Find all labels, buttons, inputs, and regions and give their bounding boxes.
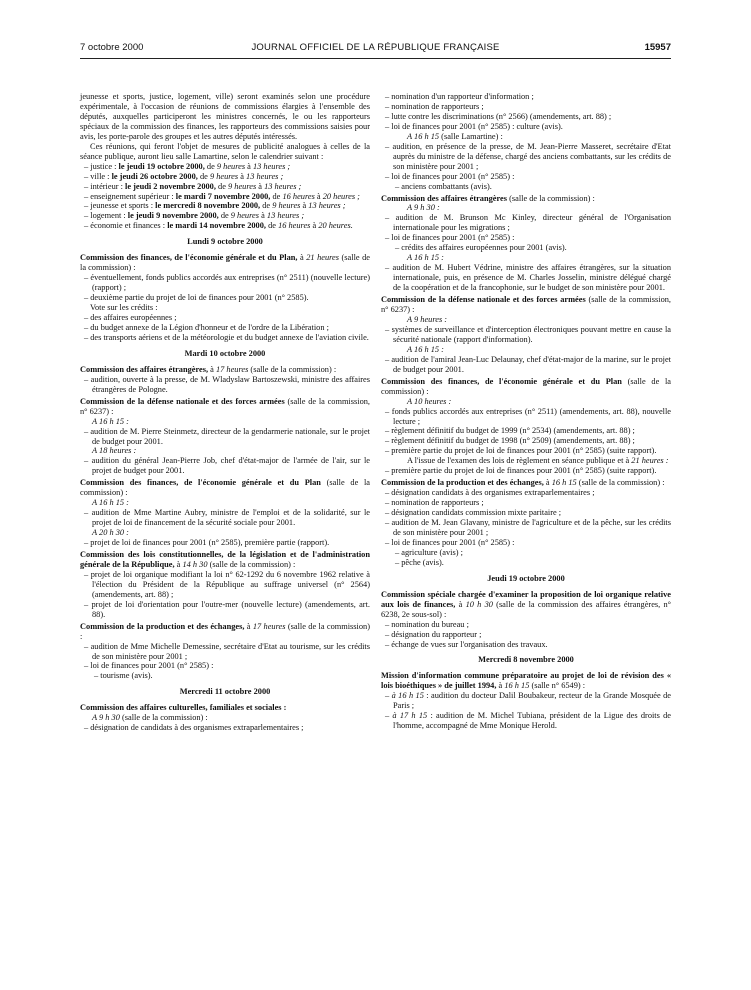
calendar-f: 13 heures ; [308,201,346,211]
agenda-item: – règlement définitif du budget de 1998 (n° 2509) (amendements, art. 88) ; [385,436,635,446]
committee-prep: à [244,621,253,631]
session-time [381,203,671,213]
calendar-a: – intérieur : [84,181,126,191]
agenda-item: – échange de vues sur l'organisation des travaux. [385,639,548,649]
committee-name: Commission des finances, de l'économie générale et du Plan, [80,253,298,263]
agenda-item: – première partie du projet de loi de finances pour 2001 (n° 2585) (suite rapport). [385,466,657,476]
committee-heading [80,550,370,570]
committee-prep: à [455,599,466,609]
time-note: A l'issue de l'examen des lois de règlement en séance publique et à [407,456,632,466]
committee-prep: à [496,681,505,691]
committee-room: (salle de la commission) : [80,253,370,273]
agenda-item: – audition de l'amiral Jean-Luc Delaunay, chef d'état-major de la marine, sur le projet de budget pour 2001. [385,354,671,374]
time-label: A 16 h 15 : [92,498,129,508]
agenda-item: – nomination d'un rapporteur d'information ; [385,92,534,101]
time-label: A 16 h 15 [407,131,440,141]
committee-name: Commission des affaires culturelles, familiales et sociales : [80,703,287,713]
committee-time: 10 h 30 [465,599,493,609]
session-time [80,446,370,456]
committee-name: Commission spéciale chargée d'examiner la proposition de loi organique relative aux lois de finances, [381,589,671,609]
committee-room: (salle Lamartine) : [439,131,503,141]
agenda-item: – projet de loi de finances pour 2001 (n° 2585), première partie (rapport). [84,538,330,548]
committee-time: 17 heures [215,364,249,374]
time-label: A 16 h 15 : [407,253,444,263]
agenda-subitem: – anciens combattants (avis). [395,181,492,191]
day-heading-lundi: Lundi 9 octobre 2000 [187,237,263,247]
calendar-e: à [300,201,309,211]
committee-name: Commission de la production et des échanges, [80,621,245,631]
calendar-item [80,201,370,211]
calendar-a: – justice : [84,161,119,171]
calendar-f: 13 heures ; [266,211,305,221]
agenda-item: – désignation de candidats à des organismes extraparlementaires ; [84,723,304,733]
committee-room: (salle de la commission) : [80,478,370,498]
intro-paragraph-2: Ces réunions, qui feront l'objet de mesures de publicité analogues à celles de la séance publique, auront lieu salle Lamartine, selon le calendrier suivant : [80,141,370,161]
right-column [381,92,671,731]
agenda-item: – désignation candidats commission mixte paritaire ; [385,508,562,518]
committee-heading [381,295,671,315]
agenda-item: – éventuellement, fonds publics accordés aux entreprises (n° 2511) (nouvelle lecture) (rapport) ; [84,273,370,293]
page-number: 15957 [644,42,671,53]
calendar-b: le jeudi 2 novembre 2000, [125,181,216,191]
calendar-item [80,172,370,182]
calendar-c: de [260,201,273,211]
committee-name: Commission des finances, de l'économie générale et du Plan [381,376,622,386]
session-time [381,456,671,466]
calendar-item [80,192,370,202]
calendar-f: 13 heures ; [252,161,291,171]
committee-room: (salle de la commission) : [80,621,370,641]
calendar-c: de [218,211,231,221]
agenda-item: – loi de finances pour 2001 (n° 2585) : [385,171,515,181]
day-heading-jeudi: Jeudi 19 octobre 2000 [487,573,565,583]
committee-room: (salle de la commission) : [119,713,208,723]
agenda-item: – loi de finances pour 2001 (n° 2585) : [84,661,214,671]
committee-room: (salle de la commission des affaires étrangères, n° 6238, 2e sous-sol) : [381,599,671,619]
session-time [381,253,671,263]
agenda-subitem: – crédits des affaires européennes pour 2001 (avis). [395,243,567,253]
committee-room: (salle n° 6549) : [529,681,586,691]
calendar-a: – jeunesse et sports : [84,201,156,211]
agenda-subitem: – pêche (avis). [395,557,444,567]
committee-name: Commission des affaires étrangères [381,193,507,203]
committee-heading [381,377,671,397]
agenda-item: – projet de loi organique modifiant la loi n° 62-1292 du 6 novembre 1962 relative à l'élection du Président de la République au suffrage universel (n° 2564) (amendements, art. 88) ; [84,569,370,599]
day-heading-mardi: Mardi 10 octobre 2000 [184,348,266,358]
calendar-d: 16 heures [278,221,311,231]
intro-paragraph: jeunesse et sports, justice, logement, ville) seront examinés selon une procédure expérimentale, à l'occasion de réunions de commissions élargies à l'ensemble des députés, auxquelles participeront les ministres concernés, le ou les rapporteurs spéciaux de la commission des finances, les rapporteurs des commissions saisies pour avis, les porte-parole des groupes et les autres députés intéressés. [80,92,370,141]
calendar-d: 9 heures [272,201,301,211]
calendar-c: de [266,221,279,231]
committee-name: Commission de la production et des échanges, [381,478,544,488]
agenda-item: – nomination du bureau ; [385,619,469,629]
calendar-a: – logement : [84,211,128,221]
agenda-text: : audition de M. Michel Tubiana, président de la Ligue des droits de l'homme, accompagné de Mme Monique Herold. [393,711,671,731]
committee-prep: à [208,364,216,374]
calendar-c: de [204,161,217,171]
agenda-item: – audition de Mme Martine Aubry, ministre de l'emploi et de la solidarité, sur le projet de loi de financement de la sécurité sociale pour 2001. [84,508,370,528]
vote-item: – des affaires européennes ; [84,313,177,323]
committee-heading [381,478,671,488]
committee-room: (salle de la commission, n° 6237) : [381,295,671,315]
committee-time: 16 h 15 [504,681,530,691]
committee-name: Mission d'information commune préparatoire au projet de loi de révision des « lois bioéthiques » de juillet 1994, [381,671,671,691]
agenda-item: – audition du général Jean-Pierre Job, chef d'état-major de l'armée de l'air, sur le projet de budget pour 2001. [84,456,370,476]
day-heading-mercredi: Mercredi 11 octobre 2000 [179,687,271,697]
time-label: A 16 h 15 : [407,344,444,354]
calendar-item [80,221,370,231]
committee-prep: à [174,559,183,569]
agenda-item: – audition de M. Brunson Mc Kinley, directeur général de l'Organisation internationale pour les migrations ; [385,213,671,233]
calendar-c: de [215,181,229,191]
committee-room: (salle de la commission, n° 6237) : [80,396,370,416]
committee-heading [80,622,370,642]
committee-heading [80,397,370,417]
session-time [80,498,370,508]
agenda-item: – audition de M. Hubert Védrine, ministre des affaires étrangères, sur la situation internationale, puis, en présence de M. Charles Josselin, ministre délégué chargé de la coopération et de la francophonie, sur le budget de son ministère pour 2001. [385,263,671,293]
agenda-item: – nomination de rapporteurs ; [385,101,484,111]
calendar-f: 20 heures ; [322,191,360,201]
calendar-e: à [314,191,323,201]
vote-item: – des transports aériens et de la météorologie et du budget annexe de l'aviation civile. [84,332,369,342]
committee-name: Commission des affaires étrangères, [80,364,209,374]
committee-prep: à [543,478,552,488]
committee-room: (salle de la commission) : [576,478,665,488]
day-heading-mercredi-8: Mercredi 8 novembre 2000 [478,655,574,665]
calendar-b: le jeudi 9 novembre 2000, [127,211,219,221]
calendar-item [80,211,370,221]
agenda-item: – deuxième partie du projet de loi de finances pour 2001 (n° 2585). [84,293,309,303]
committee-heading [80,478,370,498]
agenda-item: – règlement définitif du budget de 1999 (n° 2534) (amendements, art. 88) ; [385,426,635,436]
calendar-a: – économie et finances : [84,221,168,231]
agenda-subitem: – agriculture (avis) ; [395,547,463,557]
committee-heading [80,253,370,273]
time-label: 21 heures : [631,456,669,466]
calendar-b: le mercredi 8 novembre 2000, [155,201,261,211]
time-label: A 10 heures : [407,396,452,406]
calendar-d: 16 heures [282,191,315,201]
calendar-item [80,182,370,192]
session-time [381,315,671,325]
committee-room: (salle de la commission) : [507,193,595,203]
agenda-item: – première partie du projet de loi de finances pour 2001 (n° 2585) (suite rapport). [385,446,657,456]
committee-room: (salle de la commission) : [248,364,337,374]
committee-room: (salle de la commission) : [207,559,296,569]
time-label: à 17 h 15 [392,711,428,721]
agenda-item: – désignation candidats à des organismes extraparlementaires ; [385,488,595,498]
calendar-e: à [238,171,247,181]
calendar-a: – ville : [84,171,112,181]
committee-name: Commission de la défense nationale et des forces armées [80,396,285,406]
calendar-c: de [197,171,210,181]
calendar-b: le mardi 7 novembre 2000, [175,191,271,201]
agenda-text: : audition du docteur Dalil Boubakeur, recteur de la Grande Mosquée de Paris ; [393,691,671,711]
agenda-item: – audition de M. Jean Glavany, ministre de l'agriculture et de la pêche, sur les crédits de son ministère pour 2001 ; [385,518,671,537]
header-rule [80,58,671,59]
agenda-item: – audition, ouverte à la presse, de M. Wladyslaw Bartoszewski, ministre des affaires étrangères de Pologne. [84,374,370,394]
running-header [80,42,671,58]
header-date: 7 octobre 2000 [80,42,144,53]
time-label: à 16 h 15 [391,691,424,701]
calendar-f: 13 heures ; [264,181,302,191]
committee-time: 21 heures [306,253,340,263]
calendar-d: 9 heures [216,161,246,171]
committee-room: (salle de la commission) : [381,376,671,396]
time-label: A 18 heures : [92,446,137,456]
vote-item: – du budget annexe de la Légion d'honneur et de l'ordre de la Libération ; [84,322,329,332]
committee-heading [80,365,370,375]
calendar-d: 9 heures [209,171,239,181]
committee-heading [381,194,671,204]
calendar-e: à [245,161,253,171]
calendar-f: 20 heures. [318,221,353,231]
calendar-c: de [270,191,283,201]
agenda-item: – loi de finances pour 2001 (n° 2585) : culture (avis). [385,121,563,131]
calendar-d: 9 heures [228,181,257,191]
agenda-item: – à 16 h 15 : audition du docteur Dalil Boubakeur, recteur de la Grande Mosquée de Paris ; [385,691,671,711]
calendar-b: le jeudi 26 octobre 2000, [111,171,198,181]
agenda-subitem: – tourisme (avis). [94,671,153,681]
time-label: A 20 h 30 : [92,528,129,538]
agenda-item: – loi de finances pour 2001 (n° 2585) : [385,233,515,243]
agenda-item: – nomination de rapporteurs ; [385,498,484,508]
agenda-item: – loi de finances pour 2001 (n° 2585) : [385,537,515,547]
agenda-item: – audition, en présence de la presse, de M. Jean-Pierre Masseret, secrétaire d'Etat auprès du ministre de la défense, chargé des anciens combattants, sur les crédits de son ministère pour 2001 ; [385,141,671,171]
session-time [381,345,671,355]
committee-heading [80,703,370,713]
committee-name: Commission des lois constitutionnelles, de la législation et de l'administration générale de la République, [80,549,370,569]
session-time [80,417,370,427]
agenda-item: – à 17 h 15 : audition de M. Michel Tubiana, président de la Ligue des droits de l'homme, accompagné de Mme Monique Herold. [385,711,671,731]
committee-heading [381,671,671,691]
agenda-item: – lutte contre les discriminations (n° 2566) (amendements, art. 88) ; [385,111,612,121]
committee-heading [381,590,671,620]
journal-title: JOURNAL OFFICIEL DE LA RÉPUBLIQUE FRANÇAISE [251,42,500,53]
calendar-d: 9 heures [230,211,259,221]
agenda-item: – systèmes de surveillance et d'interception électroniques pouvant mettre en cause la sécurité nationale (rapport d'information). [385,324,671,344]
time-label: A 9 heures : [407,314,448,324]
calendar-e: à [259,211,267,221]
agenda-item: – audition de Mme Michelle Demessine, secrétaire d'Etat au tourisme, sur les crédits de son ministère pour 2001 ; [84,641,370,661]
session-time [80,528,370,538]
time-label: A 9 h 30 [92,713,120,723]
committee-time: 14 h 30 [182,559,208,569]
agenda-item: – audition de M. Pierre Steinmetz, directeur de la gendarmerie nationale, sur le projet de budget pour 2001. [84,426,370,446]
committee-prep: à [297,253,307,263]
calendar-item [80,162,370,172]
committee-name: Commission de la défense nationale et des forces armées [381,295,586,305]
left-column [80,92,370,733]
calendar-a: – enseignement supérieur : [84,191,176,201]
calendar-e: à [310,221,319,231]
committee-time: 16 h 15 [551,478,577,488]
calendar-b: le jeudi 19 octobre 2000, [118,161,205,171]
calendar-e: à [256,181,265,191]
committee-name: Commission des finances, de l'économie générale et du Plan [80,478,321,488]
session-time [381,132,671,142]
vote-label: Vote sur les crédits : [90,303,158,313]
agenda-item: – fonds publics accordés aux entreprises (n° 2511) (amendements, art. 88), nouvelle lecture ; [385,406,671,426]
calendar-f: 13 heures ; [246,171,284,181]
session-time [80,713,370,723]
calendar-b: le mardi 14 novembre 2000, [167,221,266,231]
committee-time: 17 heures [252,621,286,631]
session-time [381,397,671,407]
agenda-item: – désignation du rapporteur ; [385,629,482,639]
time-label: A 9 h 30 : [407,203,440,213]
calendar-list [80,162,370,232]
time-label: A 16 h 15 : [92,416,129,426]
agenda-item: – projet de loi d'orientation pour l'outre-mer (nouvelle lecture) (amendements, art. 88). [84,599,370,619]
